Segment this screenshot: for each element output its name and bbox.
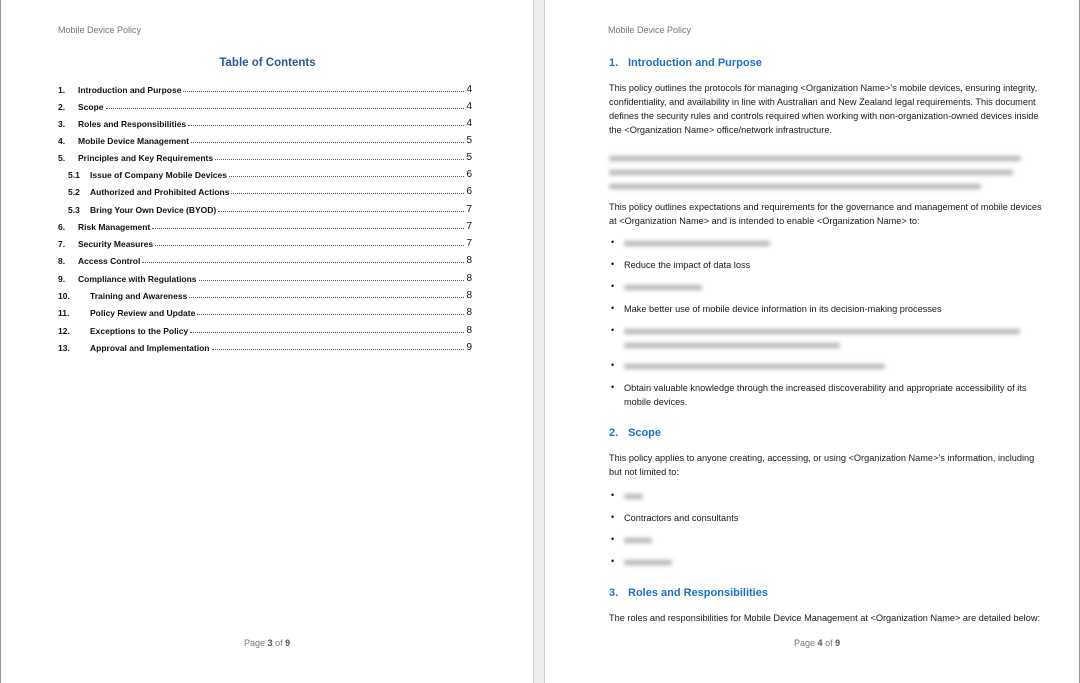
toc-page-number: 6 [466,186,472,197]
toc-entry-title: Policy Review and Update [90,308,196,318]
dot-leader [188,125,464,126]
toc-number: 12. [58,326,70,336]
toc-page-number: 4 [466,118,472,129]
dot-leader [142,262,464,263]
dot-leader [218,211,464,212]
bullet-icon: • [611,259,615,269]
toc-entry[interactable] [58,203,472,215]
toc-entry[interactable] [58,168,472,180]
blurred-text [609,156,1021,161]
toc-page-number: 8 [466,307,472,318]
toc-number: 9. [58,274,66,284]
toc-entry[interactable] [58,134,472,146]
toc-page-number: 7 [466,238,472,249]
dot-leader [106,108,465,109]
blurred-text [624,329,1020,334]
toc-entry-title: Approval and Implementation [90,343,210,353]
bullet-icon: • [611,382,615,392]
blurred-text [624,343,840,348]
toc-number: 5.1 [68,170,80,180]
toc-entry-title: Scope [78,102,104,112]
toc-page-number: 8 [466,273,472,284]
dot-leader [229,176,464,177]
toc-page-number: 5 [466,152,472,163]
dot-leader [212,349,465,350]
toc-entry-title: Introduction and Purpose [78,85,182,95]
toc-entry[interactable] [58,289,472,301]
page-gutter [533,0,545,683]
dot-leader [189,297,464,298]
toc-title: Table of Contents [219,57,316,69]
toc-entry-title: Security Measures [78,239,154,249]
paragraph-line: at <Organization Name> and is intended to enable <Organization Name> to: [609,216,920,226]
paragraph-line: but not limited to: [609,467,679,477]
toc-number: 7. [58,239,66,249]
blurred-text [624,538,652,543]
toc-page-number: 6 [466,169,472,180]
toc-page-number: 9 [466,342,472,353]
toc-page-number: 4 [466,101,472,112]
toc-entry[interactable] [58,306,472,318]
page-header: Mobile Device Policy [58,25,142,35]
toc-entry[interactable] [58,237,472,249]
paragraph-line: The roles and responsibilities for Mobile Device Management at <Organization Name> are detailed below: [609,613,1041,623]
blurred-text [624,285,702,290]
toc-number: 3. [58,119,66,129]
dot-leader [152,228,464,229]
blurred-text [624,364,885,369]
paragraph-line: confidentiality, and availability in line with Australian and New Zealand legal requirements. This document [609,97,1036,107]
toc-entry[interactable] [58,272,472,284]
toc-entry[interactable] [58,341,472,353]
blurred-text [624,560,672,565]
toc-entry[interactable] [58,185,472,197]
bullet-text: Make better use of mobile device information in its decision-making processes [624,304,942,314]
page-3 [0,0,533,683]
dot-leader [183,91,464,92]
toc-entry-title: Roles and Responsibilities [78,119,187,129]
toc-entry[interactable] [58,254,472,266]
toc-number: 4. [58,136,66,146]
toc-entry-title: Mobile Device Management [78,136,190,146]
bullet-text: Contractors and consultants [624,513,739,523]
section-heading-introduction: 1. Introduction and Purpose [609,57,762,69]
bullet-icon: • [611,512,615,522]
toc-page-number: 7 [466,221,472,232]
dot-leader [215,159,464,160]
paragraph-line: the <Organization Name> office/network infrastructure. [609,125,832,135]
toc-page-number: 8 [466,290,472,301]
bullet-icon: • [611,237,615,247]
bullet-icon: • [611,534,615,544]
toc-number: 13. [58,343,70,353]
blurred-text [609,184,981,189]
blurred-text [609,170,1013,175]
toc-entry-title: Risk Management [78,222,151,232]
paragraph-line: This policy outlines expectations and requirements for the governance and management of mobile devices [609,202,1042,212]
toc-number: 8. [58,256,66,266]
bullet-icon: • [611,303,615,313]
section-heading-roles: 3. Roles and Responsibilities [609,587,768,599]
toc-entry-title: Exceptions to the Policy [90,326,189,336]
bullet-text: Obtain valuable knowledge through the increased discoverability and appropriate accessibility of its [624,383,1027,393]
paragraph-line: This policy outlines the protocols for managing <Organization Name>’s mobile devices, ensuring integrity, [609,83,1038,93]
dot-leader [199,280,465,281]
toc-entry-title: Compliance with Regulations [78,274,197,284]
toc-entry-title: Issue of Company Mobile Devices [90,170,227,180]
dot-leader [155,245,464,246]
toc-entry-title: Training and Awareness [90,291,188,301]
toc-entry-title: Bring Your Own Device (BYOD) [90,205,217,215]
bullet-icon: • [611,325,615,335]
dot-leader [190,332,464,333]
section-heading-scope: 2. Scope [609,427,662,439]
dot-leader [197,314,464,315]
toc-number: 6. [58,222,66,232]
toc-entry-title: Authorized and Prohibited Actions [90,187,230,197]
dot-leader [191,142,464,143]
paragraph-line: defines the security rules and controls required when working with non-organization-owned devices inside [609,111,1039,121]
bullet-text: Reduce the impact of data loss [624,260,751,270]
toc-number: 2. [58,102,66,112]
toc-entry[interactable] [58,151,472,163]
bullet-icon: • [611,556,615,566]
toc-entry[interactable] [58,83,472,95]
page-footer: Page 3 of 9 [244,638,291,648]
toc-entry[interactable] [58,117,472,129]
page-header: Mobile Device Policy [608,25,692,35]
blurred-text [624,494,643,499]
toc-page-number: 5 [466,135,472,146]
bullet-text: mobile devices. [624,397,688,407]
toc-entry[interactable] [58,324,472,336]
toc-entry[interactable] [58,220,472,232]
toc-entry-title: Access Control [78,256,141,266]
toc-number: 5. [58,153,66,163]
toc-page-number: 7 [466,204,472,215]
bullet-icon: • [611,281,615,291]
toc-page-number: 4 [466,84,472,95]
toc-entry[interactable] [58,100,472,112]
toc-entry-title: Principles and Key Requirements [78,153,214,163]
blurred-text [624,241,770,246]
toc-number: 5.2 [68,187,80,197]
toc-page-number: 8 [466,325,472,336]
dot-leader [231,193,464,194]
bullet-icon: • [611,360,615,370]
toc-number: 11. [58,308,70,318]
toc-page-number: 8 [466,255,472,266]
page-footer: Page 4 of 9 [794,638,841,648]
toc-number: 5.3 [68,205,80,215]
toc-number: 10. [58,291,70,301]
paragraph-line: This policy applies to anyone creating, accessing, or using <Organization Name>’s information, including [609,453,1035,463]
toc-number: 1. [58,85,66,95]
bullet-icon: • [611,490,615,500]
